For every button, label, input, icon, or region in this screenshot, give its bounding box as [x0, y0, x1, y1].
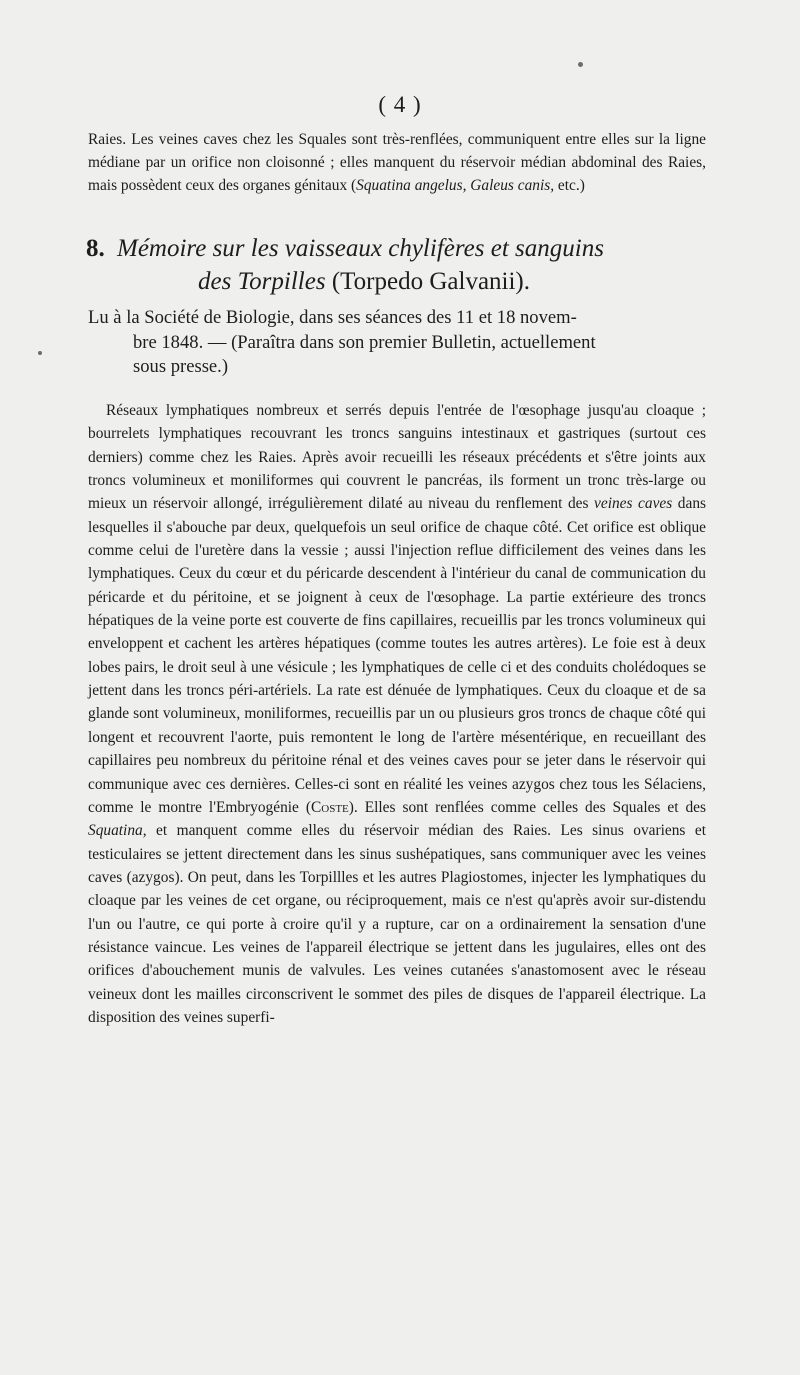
- paper-speck: [38, 351, 42, 355]
- read-notice: [88, 306, 706, 380]
- body-text-part4: et manquent comme elles du réservoir médian des Raies. Les sinus ovariens et testiculaires se jettent directement dans les sinus sushépatiques, sans communiquer avec les veines caves (azygos). On peut, dans les Torpillles et les autres Plagiostomes, injecter les lymphatiques du cloaque par les veines de cet organe, ou réciproquement, mais ce n'est qu'après avoir sur-distendu l'un ou l'autre, ce qui porte à croire qu'il y a rupture, car on a ordinairement la sensation d'une résistance vaincue. Les veines de l'appareil électrique se jettent dans les jugulaires, elles ont des orifices d'abouchement munis de valvules. Les veines cutanées s'anastomosent avec le réseau veineux dont les mailles circonscrivent le sommet des piles de disques de l'appareil électrique. La disposition des veines superfi-: [88, 822, 706, 1026]
- section-title-species: (Torpedo Galvanii).: [331, 268, 531, 295]
- section-title-line2: [86, 265, 726, 298]
- page-number: ( 4 ): [378, 92, 422, 117]
- body-text-part2: dans lesquelles il s'abouche par deux, quelquefois un seul orifice de chaque côté. Cet orifice est oblique comme celui de l'uretère dans la vessie ; aussi l'injection reflue difficilement des veines dans les lymphatiques. Ceux du cœur et du péricarde descendent à l'intérieur du canal de communication du péricarde et du péritoine, et se joignent à ceux de l'œsophage. La partie extérieure des troncs hépatiques de la veine porte est couverte de fins capillaires, recueillis par les troncs volumineux qui enveloppent et cachent les artères hépatiques (comme toutes les autres artères). Le foie est à deux lobes pairs, le droit seul à une vésicule ; les lymphatiques de celle ci et des conduits cholédoques se jettent dans les troncs péri-artériels. La rate est dénuée de lymphatiques. Ceux du cloaque et de sa glande sont volumineux, moniliformes, recueillis par un ou plusieurs gros troncs de chaque côté qui longent et recouvrent l'aorte, puis remontent le long de l'artère mésentérique, en recueillant des capillaires peu nombreux du péritoine rénal et des veines caves pour se jeter dans le réservoir qui communique avec ces dernières. Celles-ci sont en réalité les veines azygos chez tous les Sélaciens, comme le montre l'Embryogénie (: [88, 495, 707, 816]
- section-title-line1: Mémoire sur les vaisseaux chylifères et sanguins: [117, 235, 604, 262]
- body-smallcaps-coste: Coste: [311, 798, 349, 816]
- body-paragraph: [88, 399, 706, 1029]
- body-italic-squatina: Squatina,: [88, 822, 147, 840]
- intro-text: Raies. Les veines caves chez les Squales sont très-renflées, communiquent entre elles sur la ligne médiane par un orifice non cloisonné ; elles manquent du réservoir médian abdominal des Raies, mais possèdent ceux des organes génitaux (: [88, 131, 706, 194]
- section-title-torpilles: des Torpilles: [198, 268, 326, 295]
- read-notice-line3: sous presse.): [133, 356, 229, 377]
- section-title: [86, 232, 726, 298]
- body-text: [88, 399, 706, 1029]
- body-text-part1: Réseaux lymphatiques nombreux et serrés depuis l'entrée de l'œsophage jusqu'au cloaque ; bourrelets lymphatiques recouvrant les troncs sanguins intestinaux et gastriques (surtout ces derniers) comme chez les Raies. Après avoir recueilli les réseaux précédents et s'être joints aux troncs volumineux et moniliformes qui couvrent le pancréas, ils forment un tronc très-large ou mieux un réservoir allongé, irrégulièrement dilaté au niveau du renflement des: [88, 402, 706, 513]
- read-notice-line2: bre 1848. — (Paraîtra dans son premier Bulletin, actuellement: [133, 331, 596, 353]
- intro-text-end: etc.): [554, 177, 585, 194]
- body-italic-veines-caves: veines caves: [594, 495, 673, 513]
- intro-species: Squatina angelus, Galeus canis,: [356, 177, 555, 194]
- read-notice-line1: Lu à la Société de Biologie, dans ses séances des 11 et 18 novem-: [88, 307, 577, 328]
- section-number: 8.: [86, 235, 105, 262]
- paper-speck: [578, 62, 583, 67]
- intro-paragraph: [88, 128, 706, 197]
- body-text-part3: ). Elles sont renflées comme celles des Squales et des: [348, 798, 706, 816]
